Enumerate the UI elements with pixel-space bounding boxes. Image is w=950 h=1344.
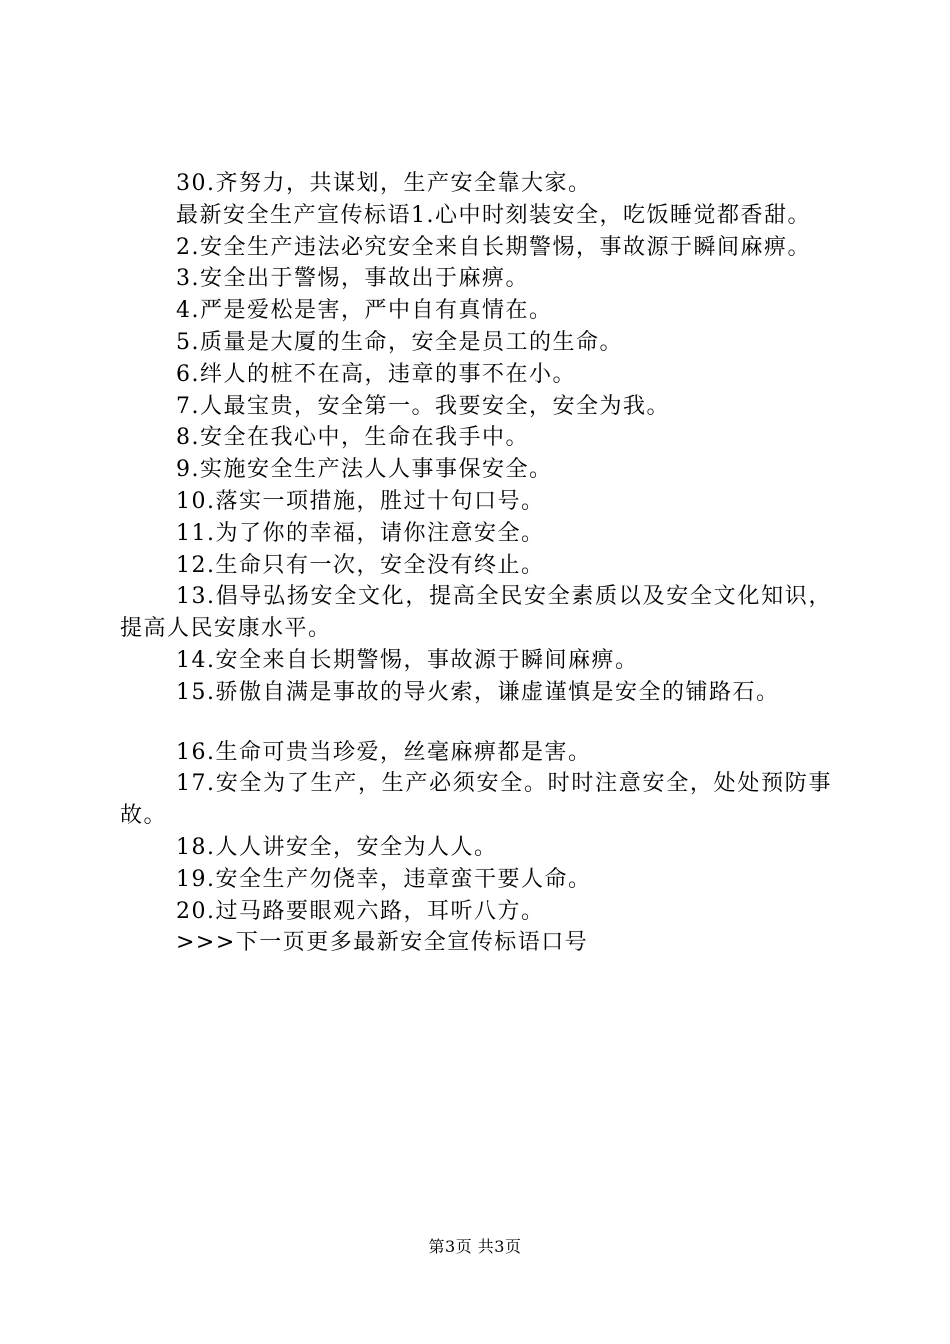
paragraph-15: 15.骄傲自满是事故的导火索，谦虚谨慎是安全的铺路石。 — [176, 679, 780, 705]
paragraph-10: 10.落实一项措施，胜过十句口号。 — [176, 488, 545, 514]
next-page-link[interactable]: >>>下一页更多最新安全宣传标语口号 — [176, 930, 589, 956]
paragraph-4: 4.严是爱松是害，严中自有真情在。 — [176, 298, 553, 324]
paragraph-14: 14.安全来自长期警惕，事故源于瞬间麻痹。 — [176, 647, 639, 673]
document-body — [120, 168, 832, 959]
paragraph-18: 18.人人讲安全，安全为人人。 — [176, 834, 498, 860]
paragraph-20: 20.过马路要眼观六路，耳听八方。 — [176, 898, 545, 924]
paragraph-13: 13.倡导弘扬安全文化，提高全民安全素质以及安全文化知识，提高人民安康水平。 — [120, 584, 832, 642]
paragraph-16: 16.生命可贵当珍爱，丝毫麻痹都是害。 — [176, 739, 592, 765]
paragraph-3: 3.安全出于警惕，事故出于麻痹。 — [176, 266, 529, 292]
paragraph-6: 6.绊人的桩不在高，违章的事不在小。 — [176, 361, 576, 387]
paragraph-9: 9.实施安全生产法人人事事保安全。 — [176, 457, 553, 483]
paragraph-17: 17.安全为了生产，生产必须安全。时时注意安全，处处预防事故。 — [120, 771, 832, 829]
paragraph-7: 7.人最宝贵，安全第一。我要安全，安全为我。 — [176, 393, 670, 419]
paragraph-2: 2.安全生产违法必究安全来自长期警惕，事故源于瞬间麻痹。 — [176, 234, 811, 260]
paragraph-12: 12.生命只有一次，安全没有终止。 — [176, 552, 545, 578]
paragraph-8: 8.安全在我心中，生命在我手中。 — [176, 425, 529, 451]
paragraph-19: 19.安全生产勿侥幸，违章蛮干要人命。 — [176, 866, 592, 892]
page-number: 第3页 共3页 — [428, 1237, 522, 1256]
paragraph-30: 30.齐努力，共谋划，生产安全靠大家。 — [176, 171, 592, 196]
paragraph-11: 11.为了你的幸福，请你注意安全。 — [176, 520, 545, 546]
paragraph-heading-1: 最新安全生产宣传标语1.心中时刻装安全，吃饭睡觉都香甜。 — [176, 202, 811, 228]
paragraph-5: 5.质量是大厦的生命，安全是员工的生命。 — [176, 329, 623, 355]
